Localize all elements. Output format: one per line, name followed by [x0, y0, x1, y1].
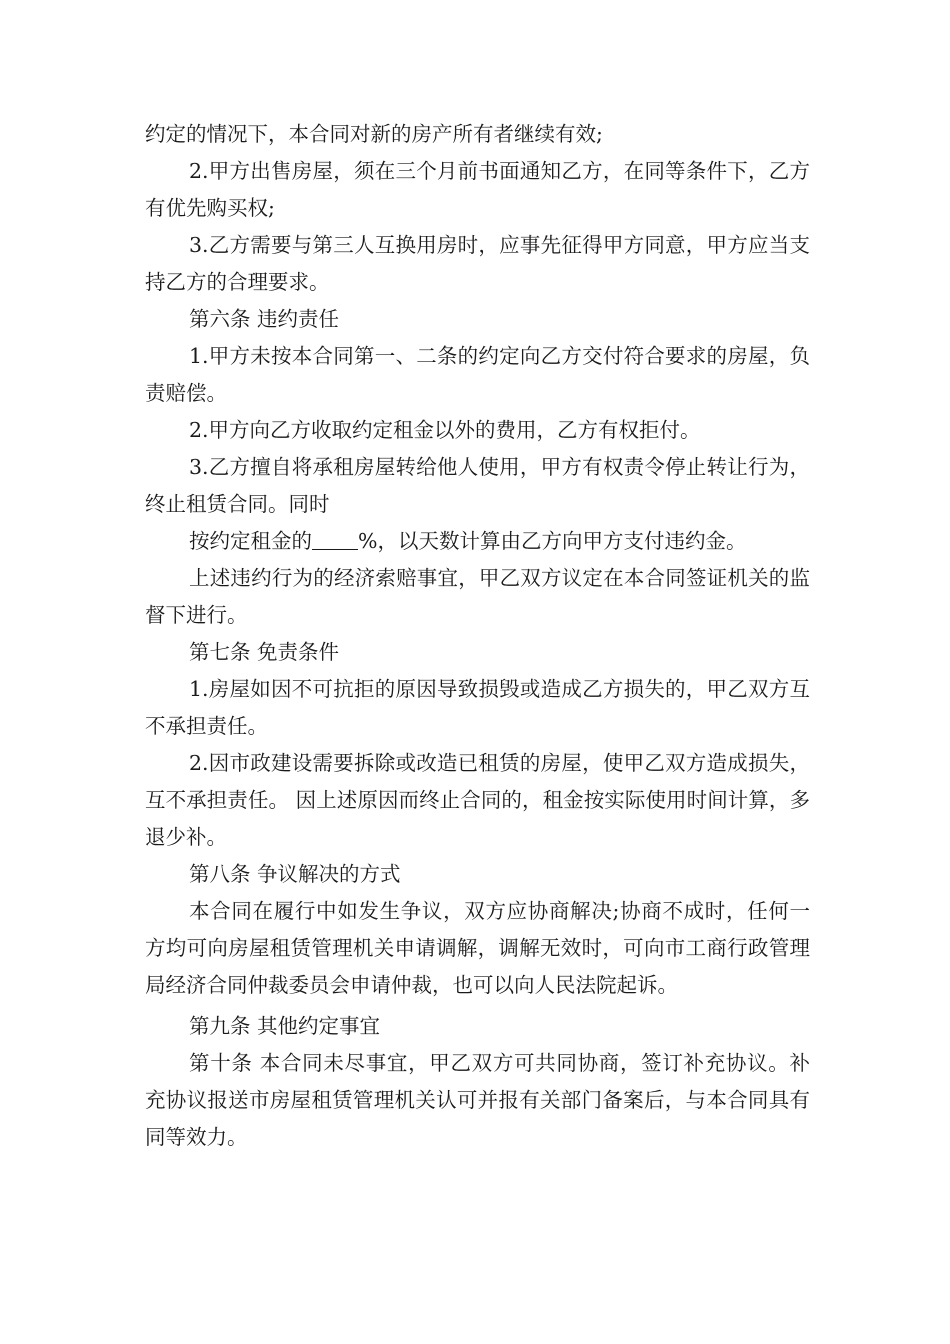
paragraph-exemption-2: 2.因市政建设需要拆除或改造已租赁的房屋，使甲乙双方造成损失，互不承担责任。 因上述原因而终止合同的，租金按实际使用时间计算，多退少补。 [145, 751, 810, 849]
paragraph-breach-3: 3.乙方擅自将承租房屋转给他人使用，甲方有权责令停止转让行为，终止租赁合同。同时 [145, 455, 810, 516]
paragraph-clause-exchange: 3.乙方需要与第三人互换用房时，应事先征得甲方同意，甲方应当支持乙方的合理要求。 [145, 233, 810, 294]
paragraph-penalty-rate [145, 523, 810, 560]
article-6-heading: 第六条 违约责任 [189, 307, 340, 331]
penalty-rate-blank [312, 527, 358, 550]
paragraph-continuation: 约定的情况下，本合同对新的房产所有者继续有效; [145, 122, 603, 146]
article-8-heading: 第八条 争议解决的方式 [189, 862, 401, 886]
paragraph-breach-2: 2.甲方向乙方收取约定租金以外的费用，乙方有权拒付。 [189, 418, 701, 442]
paragraph-breach-1: 1.甲方未按本合同第一、二条的约定向乙方交付符合要求的房屋，负责赔偿。 [145, 344, 810, 405]
article-9-heading: 第九条 其他约定事宜 [189, 1014, 381, 1038]
article-7-heading: 第七条 免责条件 [189, 640, 340, 664]
penalty-text-after: %，以天数计算由乙方向甲方支付违约金。 [358, 529, 747, 553]
penalty-text-before: 按约定租金的 [189, 529, 312, 553]
document-body [145, 116, 810, 1156]
paragraph-dispute-resolution: 本合同在履行中如发生争议，双方应协商解决;协商不成时，任何一方均可向房屋租赁管理机关申请调解，调解无效时，可向市工商行政管理局经济合同仲裁委员会申请仲裁，也可以向人民法院起诉。 [145, 899, 810, 997]
paragraph-exemption-1: 1.房屋如因不可抗拒的原因导致损毁或造成乙方损失的，甲乙双方互不承担责任。 [145, 677, 810, 738]
article-10-paragraph: 第十条 本合同未尽事宜，甲乙双方可共同协商，签订补充协议。补充协议报送市房屋租赁管理机关认可并报有关部门备案后，与本合同具有同等效力。 [145, 1051, 810, 1149]
paragraph-clause-sale-notice: 2.甲方出售房屋，须在三个月前书面通知乙方，在同等条件下，乙方有优先购买权; [145, 159, 810, 220]
paragraph-claims-supervision: 上述违约行为的经济索赔事宜，甲乙双方议定在本合同签证机关的监督下进行。 [145, 566, 810, 627]
